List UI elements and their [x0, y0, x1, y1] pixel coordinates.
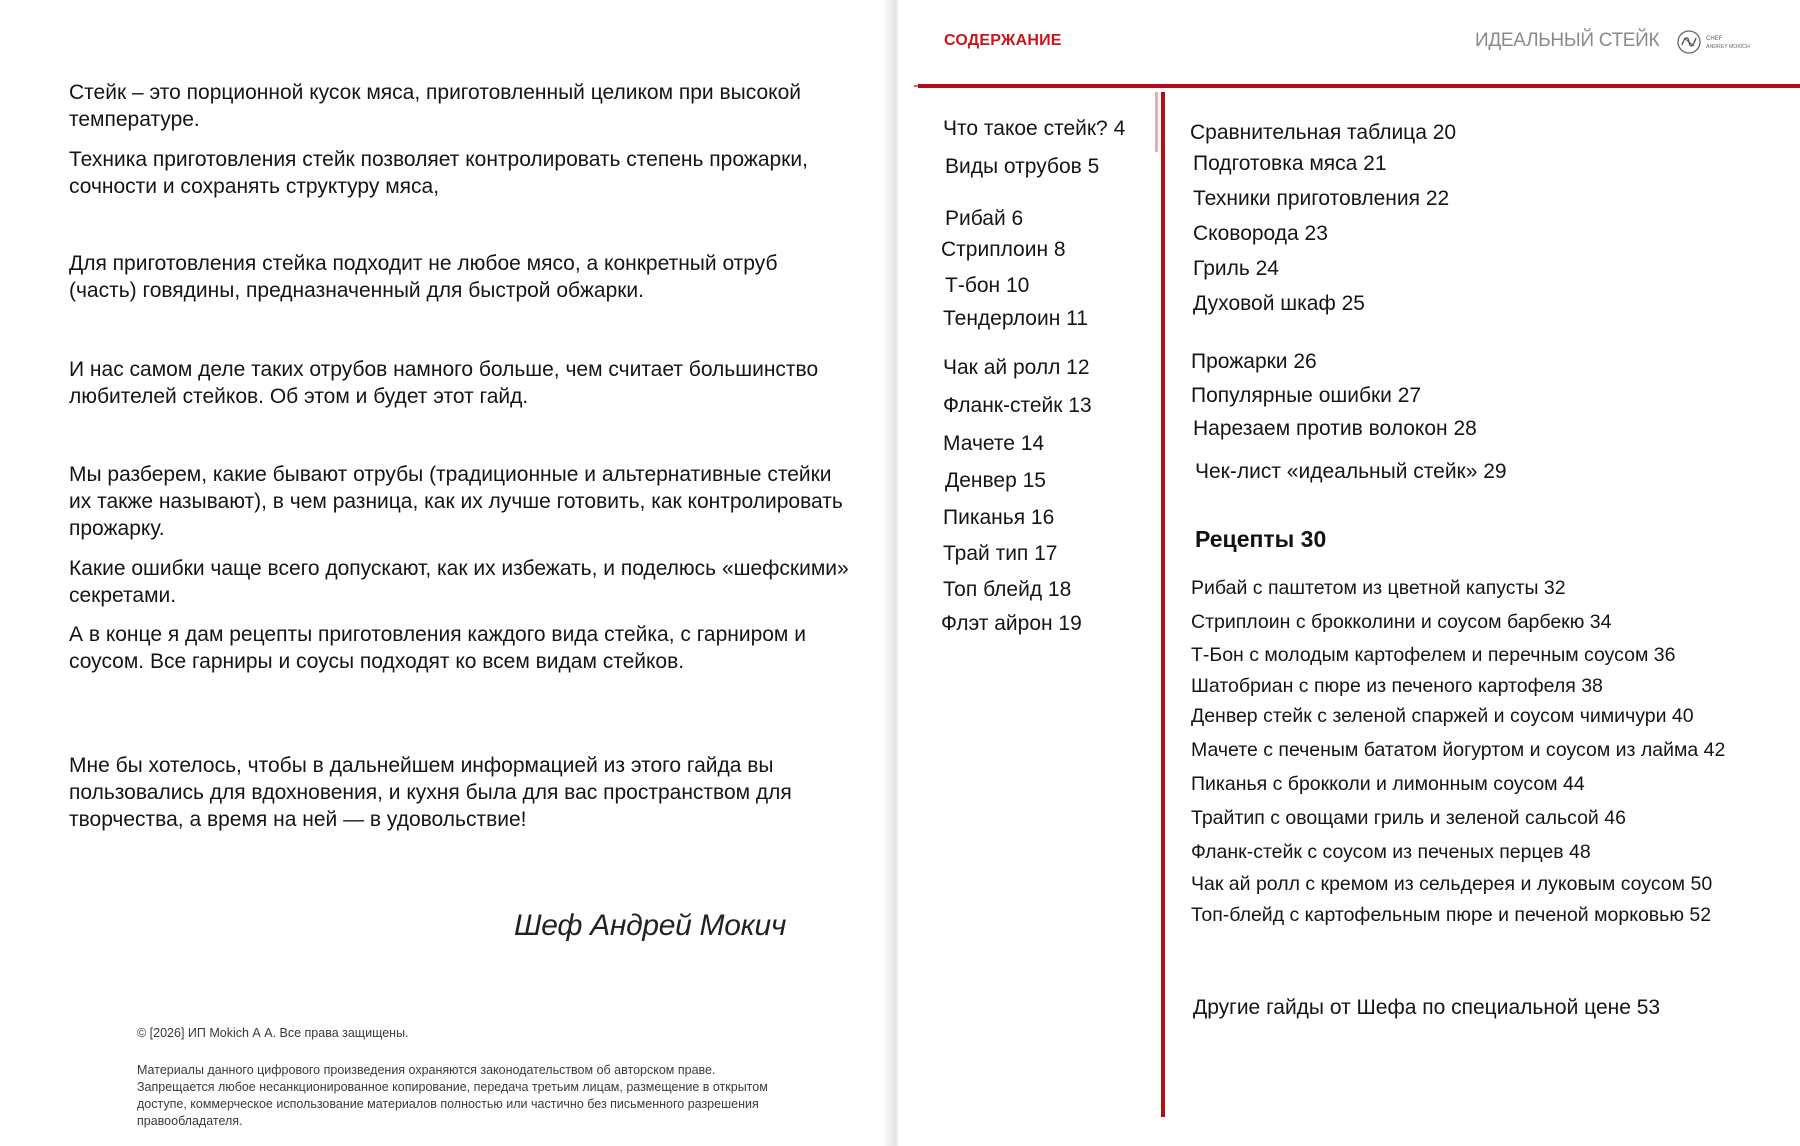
- toc-entry[interactable]: Техники приготовления 22: [1193, 187, 1450, 210]
- toc-entry[interactable]: Популярные ошибки 27: [1191, 384, 1422, 407]
- toc-entry[interactable]: Пиканья 16: [943, 506, 1055, 529]
- intro-paragraph: Техника приготовления стейк позволяет контролировать степень прожарки, сочности и сохранять структуру мяса,: [69, 148, 808, 198]
- recipe-entry[interactable]: Трайтип с овощами гриль и зеленой сальсой 46: [1191, 807, 1626, 829]
- toc-entry[interactable]: Виды отрубов 5: [945, 155, 1100, 178]
- toc-entry[interactable]: Тендерлоин 11: [943, 307, 1088, 330]
- recipe-entry[interactable]: Шатобриан с пюре из печеного картофеля 38: [1191, 675, 1603, 697]
- recipe-entry[interactable]: Мачете с печеным бататом йогуртом и соусом из лайма 42: [1191, 739, 1726, 761]
- contents-heading: СОДЕРЖАНИЕ: [944, 32, 1062, 49]
- toc-entry[interactable]: Что такое стейк? 4: [943, 117, 1126, 140]
- recipe-entry[interactable]: Т-Бон с молодым картофелем и перечным соусом 36: [1191, 644, 1676, 666]
- toc-entry[interactable]: Стриплоин 8: [941, 238, 1066, 261]
- intro-paragraph: А в конце я дам рецепты приготовления каждого вида стейка, с гарниром и соусом. Все гарниры и соусы подходят ко всем видам стейков.: [69, 623, 806, 673]
- toc-entry[interactable]: Топ блейд 18: [943, 578, 1072, 601]
- chef-logo-icon: [1676, 26, 1764, 58]
- recipe-entry[interactable]: Топ-блейд с картофельным пюре и печеной морковью 52: [1191, 904, 1712, 926]
- copyright-line: © [2026] ИП Mokich А А. Все права защищены.: [137, 1026, 409, 1040]
- toc-entry[interactable]: Нарезаем против волокон 28: [1193, 417, 1477, 440]
- toc-entry[interactable]: Фланк-стейк 13: [943, 394, 1092, 417]
- toc-entry[interactable]: Флэт айрон 19: [941, 612, 1082, 635]
- left-page: [0, 0, 893, 1146]
- chef-signature: Шеф Андрей Мокич: [514, 909, 787, 942]
- column-divider: [1161, 92, 1165, 1117]
- legal-notice: Материалы данного цифрового произведения охраняются законодательством об авторском праве. Запрещается любое несанкционированное копирование, передача третьим лицам, размещение в открытом доступе, коммерческое использование материалов полностью или частично без письменного разрешения правообладателя.: [137, 1063, 768, 1128]
- other-guides-entry[interactable]: Другие гайды от Шефа по специальной цене 53: [1193, 996, 1661, 1019]
- intro-paragraph: Мне бы хотелось, чтобы в дальнейшем информацией из этого гайда вы пользовались для вдохновения, и кухня была для вас пространством для творчества, а время на ней — в удовольствие!: [69, 754, 792, 831]
- intro-paragraph: Мы разберем, какие бывают отрубы (традиционные и альтернативные стейки их также называют), в чем разница, как их лучше готовить, как контролировать прожарку.: [69, 463, 843, 540]
- intro-paragraph: Какие ошибки чаще всего допускают, как их избежать, и поделюсь «шефскими» секретами.: [69, 557, 849, 607]
- recipe-entry[interactable]: Денвер стейк с зеленой спаржей и соусом чимичури 40: [1191, 705, 1694, 727]
- chef-logo: [1676, 26, 1764, 58]
- book-title: ИДЕАЛЬНЫЙ СТЕЙК: [1475, 30, 1660, 51]
- toc-entry[interactable]: Подготовка мяса 21: [1193, 152, 1387, 175]
- header-divider: [918, 84, 1800, 88]
- recipe-entry[interactable]: Чак ай ролл с кремом из сельдерея и луковым соусом 50: [1191, 873, 1713, 895]
- toc-entry[interactable]: Духовой шкаф 25: [1193, 292, 1365, 315]
- recipe-entry[interactable]: Стриплоин с брокколини и соусом барбекю 34: [1191, 611, 1612, 633]
- recipe-entry[interactable]: Рибай с паштетом из цветной капусты 32: [1191, 577, 1566, 599]
- toc-entry[interactable]: Гриль 24: [1193, 257, 1279, 280]
- recipe-entry[interactable]: Фланк-стейк с соусом из печеных перцев 48: [1191, 841, 1591, 863]
- recipes-heading[interactable]: Рецепты 30: [1195, 526, 1327, 552]
- intro-paragraph: Стейк – это порционной кусок мяса, приготовленный целиком при высокой температуре.: [69, 81, 801, 131]
- toc-entry[interactable]: Сковорода 23: [1193, 222, 1328, 245]
- toc-entry[interactable]: Денвер 15: [945, 469, 1046, 492]
- logo-chef-text: CHEF: [1706, 36, 1723, 42]
- recipe-entry[interactable]: Пиканья с брокколи и лимонным соусом 44: [1191, 773, 1585, 795]
- intro-paragraph: И нас самом деле таких отрубов намного больше, чем считает большинство любителей стейков. Об этом и будет этот гайд.: [69, 358, 819, 408]
- toc-entry[interactable]: Сравнительная таблица 20: [1190, 121, 1457, 144]
- toc-entry[interactable]: Прожарки 26: [1191, 350, 1317, 373]
- toc-entry[interactable]: Мачете 14: [943, 432, 1045, 455]
- toc-entry[interactable]: Т-бон 10: [945, 274, 1030, 297]
- toc-entry[interactable]: Трай тип 17: [943, 542, 1058, 565]
- toc-entry[interactable]: Рибай 6: [945, 207, 1024, 230]
- toc-entry[interactable]: Чек-лист «идеальный стейк» 29: [1195, 460, 1507, 483]
- toc-entry[interactable]: Чак ай ролл 12: [943, 356, 1090, 379]
- intro-paragraph: Для приготовления стейка подходит не любое мясо, а конкретный отруб (часть) говядины, предназначенный для быстрой обжарки.: [69, 252, 778, 302]
- logo-name-text: ANDREY MOKICH: [1706, 44, 1750, 50]
